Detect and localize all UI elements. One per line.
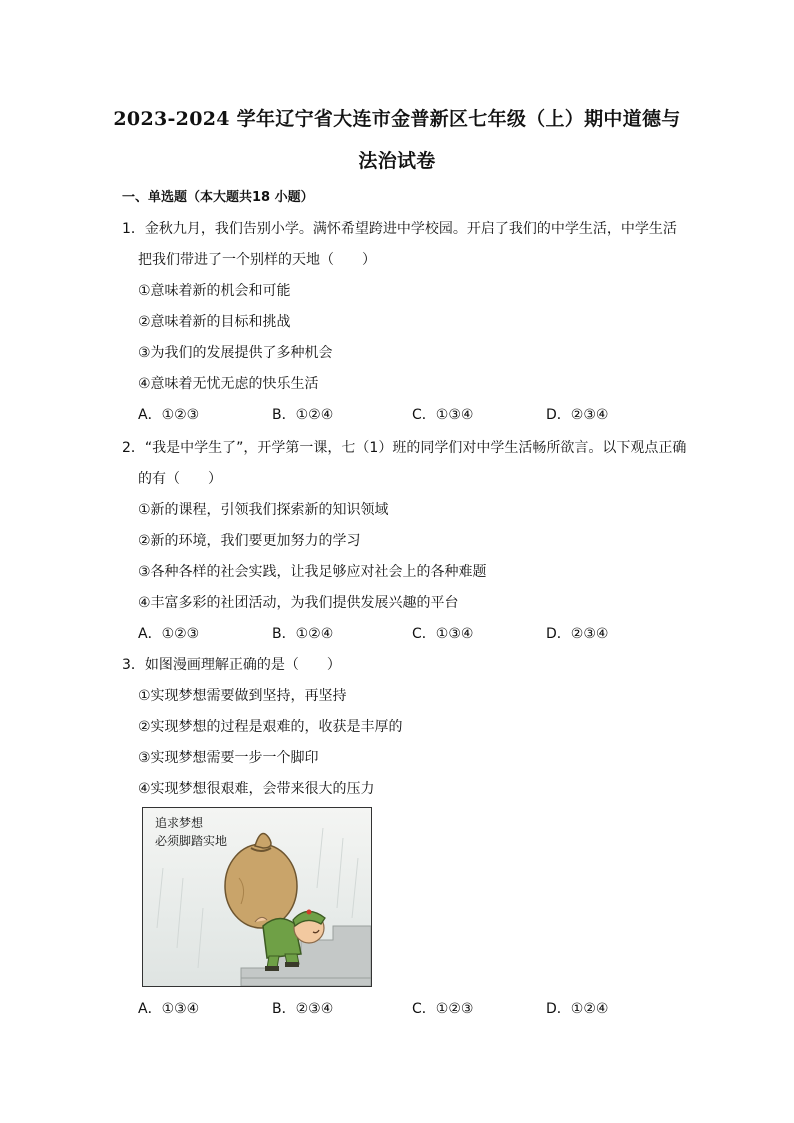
- question-3-option-b[interactable]: B．②③④: [272, 1001, 334, 1017]
- question-3-statement-1: ①实现梦想需要做到坚持，再坚持: [138, 688, 347, 704]
- question-3-option-c[interactable]: C．①②③: [412, 1001, 474, 1017]
- question-3-option-d[interactable]: D．①②④: [546, 1001, 609, 1017]
- question-1-option-b[interactable]: B．①②④: [272, 407, 334, 423]
- question-1-statement-4: ④意味着无忧无虑的快乐生活: [138, 376, 319, 392]
- question-2-statement-1: ①新的课程，引领我们探索新的知识领域: [138, 502, 389, 518]
- question-3-stem-line-1: 3．如图漫画理解正确的是（ ）: [122, 657, 341, 673]
- question-2-statement-2: ②新的环境，我们要更加努力的学习: [138, 533, 361, 549]
- question-2-option-d[interactable]: D．②③④: [546, 626, 609, 642]
- comic-caption-line-1: 追求梦想: [155, 816, 204, 830]
- question-2-statement-3: ③各种各样的社会实践，让我足够应对社会上的各种难题: [138, 564, 487, 580]
- question-2-statement-4: ④丰富多彩的社团活动，为我们提供发展兴趣的平台: [138, 595, 459, 611]
- section-heading: 一、单选题（本大题共18 小题）: [122, 190, 314, 205]
- question-2-option-c[interactable]: C．①③④: [412, 626, 474, 642]
- exam-title-line-2: 法治试卷: [358, 150, 436, 172]
- question-1-stem-line-1: 1．金秋九月，我们告别小学。满怀希望跨进中学校园。开启了我们的中学生活，中学生活: [122, 221, 677, 237]
- question-2-stem-line-1: 2．“我是中学生了”，开学第一课，七（1）班的同学们对中学生活畅所欲言。以下观点正确: [122, 440, 687, 456]
- question-1-option-a[interactable]: A．①②③: [138, 407, 200, 423]
- question-2-option-b[interactable]: B．①②④: [272, 626, 334, 642]
- question-1-statement-1: ①意味着新的机会和可能: [138, 283, 291, 299]
- sack-shape: [225, 834, 297, 929]
- question-3-statement-2: ②实现梦想的过程是艰难的，收获是丰厚的: [138, 719, 403, 735]
- question-1-statement-3: ③为我们的发展提供了多种机会: [138, 345, 333, 361]
- question-1-option-c[interactable]: C．①③④: [412, 407, 474, 423]
- question-1-stem-line-2: 把我们带进了一个别样的天地（ ）: [138, 252, 376, 268]
- question-3-option-a[interactable]: A．①③④: [138, 1001, 200, 1017]
- question-3-statement-3: ③实现梦想需要一步一个脚印: [138, 750, 319, 766]
- exam-title-line-1: 2023-2024 学年辽宁省大连市金普新区七年级（上）期中道德与: [113, 108, 681, 130]
- question-3-statement-4: ④实现梦想很艰难，会带来很大的压力: [138, 781, 375, 797]
- comic-illustration: [143, 808, 371, 986]
- comic-caption-line-2: 必须脚踏实地: [155, 834, 228, 848]
- question-1-option-d[interactable]: D．②③④: [546, 407, 609, 423]
- question-2-option-a[interactable]: A．①②③: [138, 626, 200, 642]
- question-3-comic-image: [142, 807, 372, 987]
- question-2-stem-line-2: 的有（ ）: [138, 471, 222, 487]
- question-1-statement-2: ②意味着新的目标和挑战: [138, 314, 291, 330]
